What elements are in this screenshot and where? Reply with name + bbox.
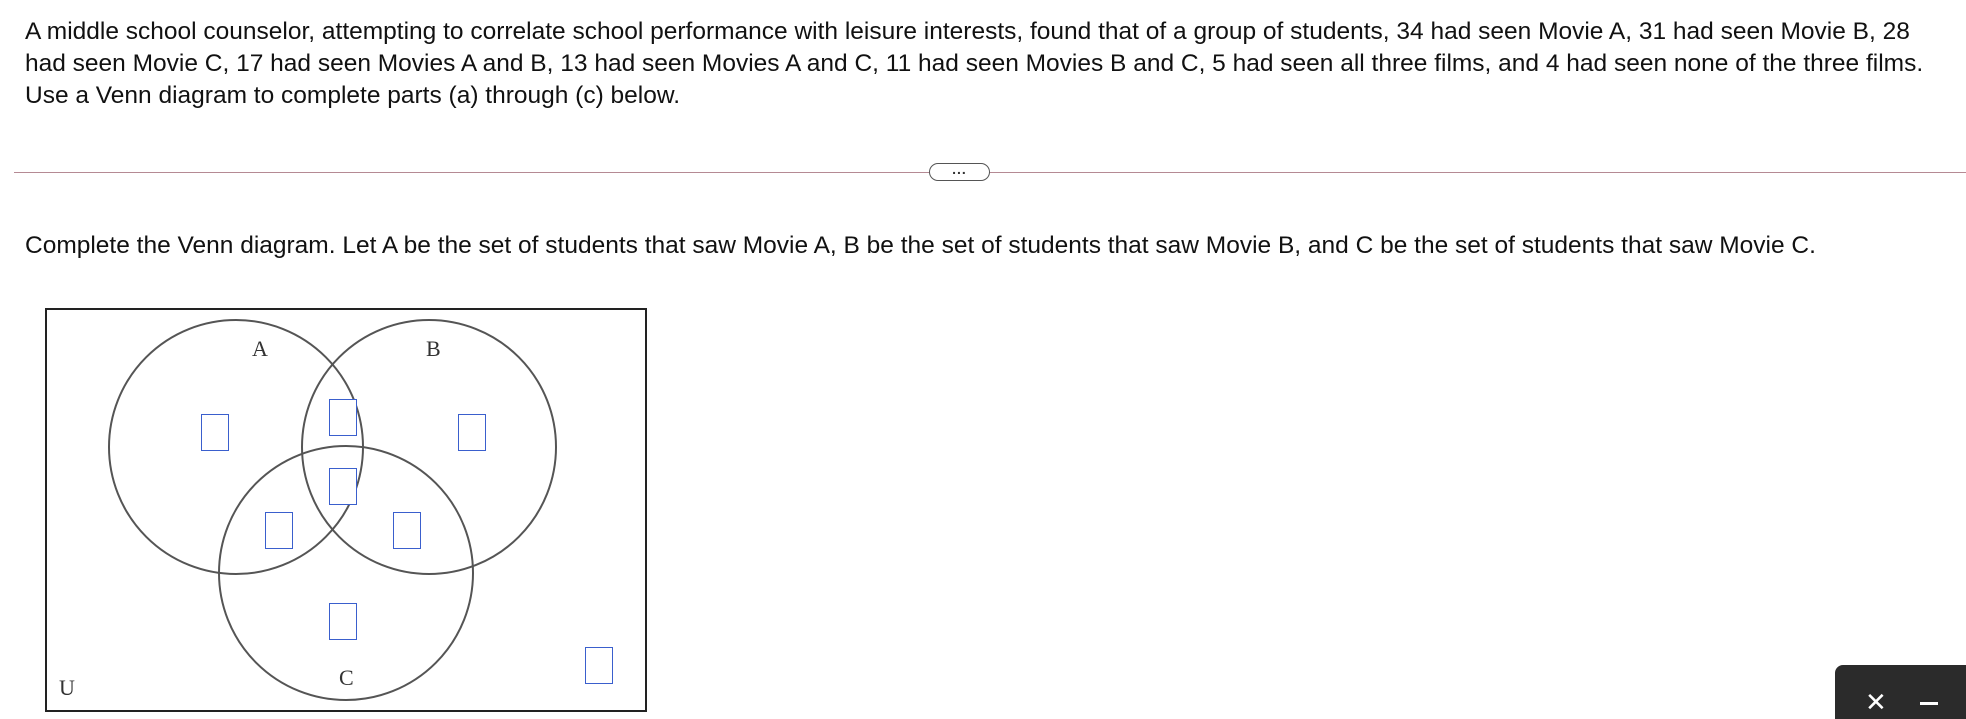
answer-box-a-and-c-only[interactable] <box>265 512 293 549</box>
answer-box-b-and-c-only[interactable] <box>393 512 421 549</box>
venn-circles <box>47 310 645 710</box>
expand-button[interactable]: ... <box>929 163 990 181</box>
answer-box-c-only[interactable] <box>329 603 357 640</box>
label-set-b: B <box>426 336 441 361</box>
answer-box-none[interactable] <box>585 647 613 684</box>
answer-box-a-and-b-only[interactable] <box>329 399 357 436</box>
label-universe: U <box>59 675 75 700</box>
label-set-c: C <box>339 665 354 690</box>
label-set-a: A <box>252 336 268 361</box>
close-icon[interactable]: ✕ <box>1865 687 1887 717</box>
help-panel <box>1835 665 1966 719</box>
answer-box-b-only[interactable] <box>458 414 486 451</box>
answer-box-a-b-c[interactable] <box>329 468 357 505</box>
problem-statement: A middle school counselor, attempting to correlate school performance with leisure interests, found that of a group of students, 34 had seen Movie A, 31 had seen Movie B, 28 had seen Movie C, 17 had seen Movies A and B, 13 had seen Movies A and C, 11 had seen Movies B and C, 5 had seen all three films, and 4 had seen none of the three films. Use a Venn diagram to complete parts (a) through (c) below. <box>25 18 1924 109</box>
venn-diagram <box>45 308 647 712</box>
answer-box-a-only[interactable] <box>201 414 229 451</box>
minimize-icon[interactable] <box>1920 702 1938 705</box>
part-instruction: Complete the Venn diagram. Let A be the set of students that saw Movie A, B be the set of students that saw Movie B, and C be the set of students that saw Movie C. <box>25 232 1816 259</box>
section-divider <box>14 172 1966 173</box>
